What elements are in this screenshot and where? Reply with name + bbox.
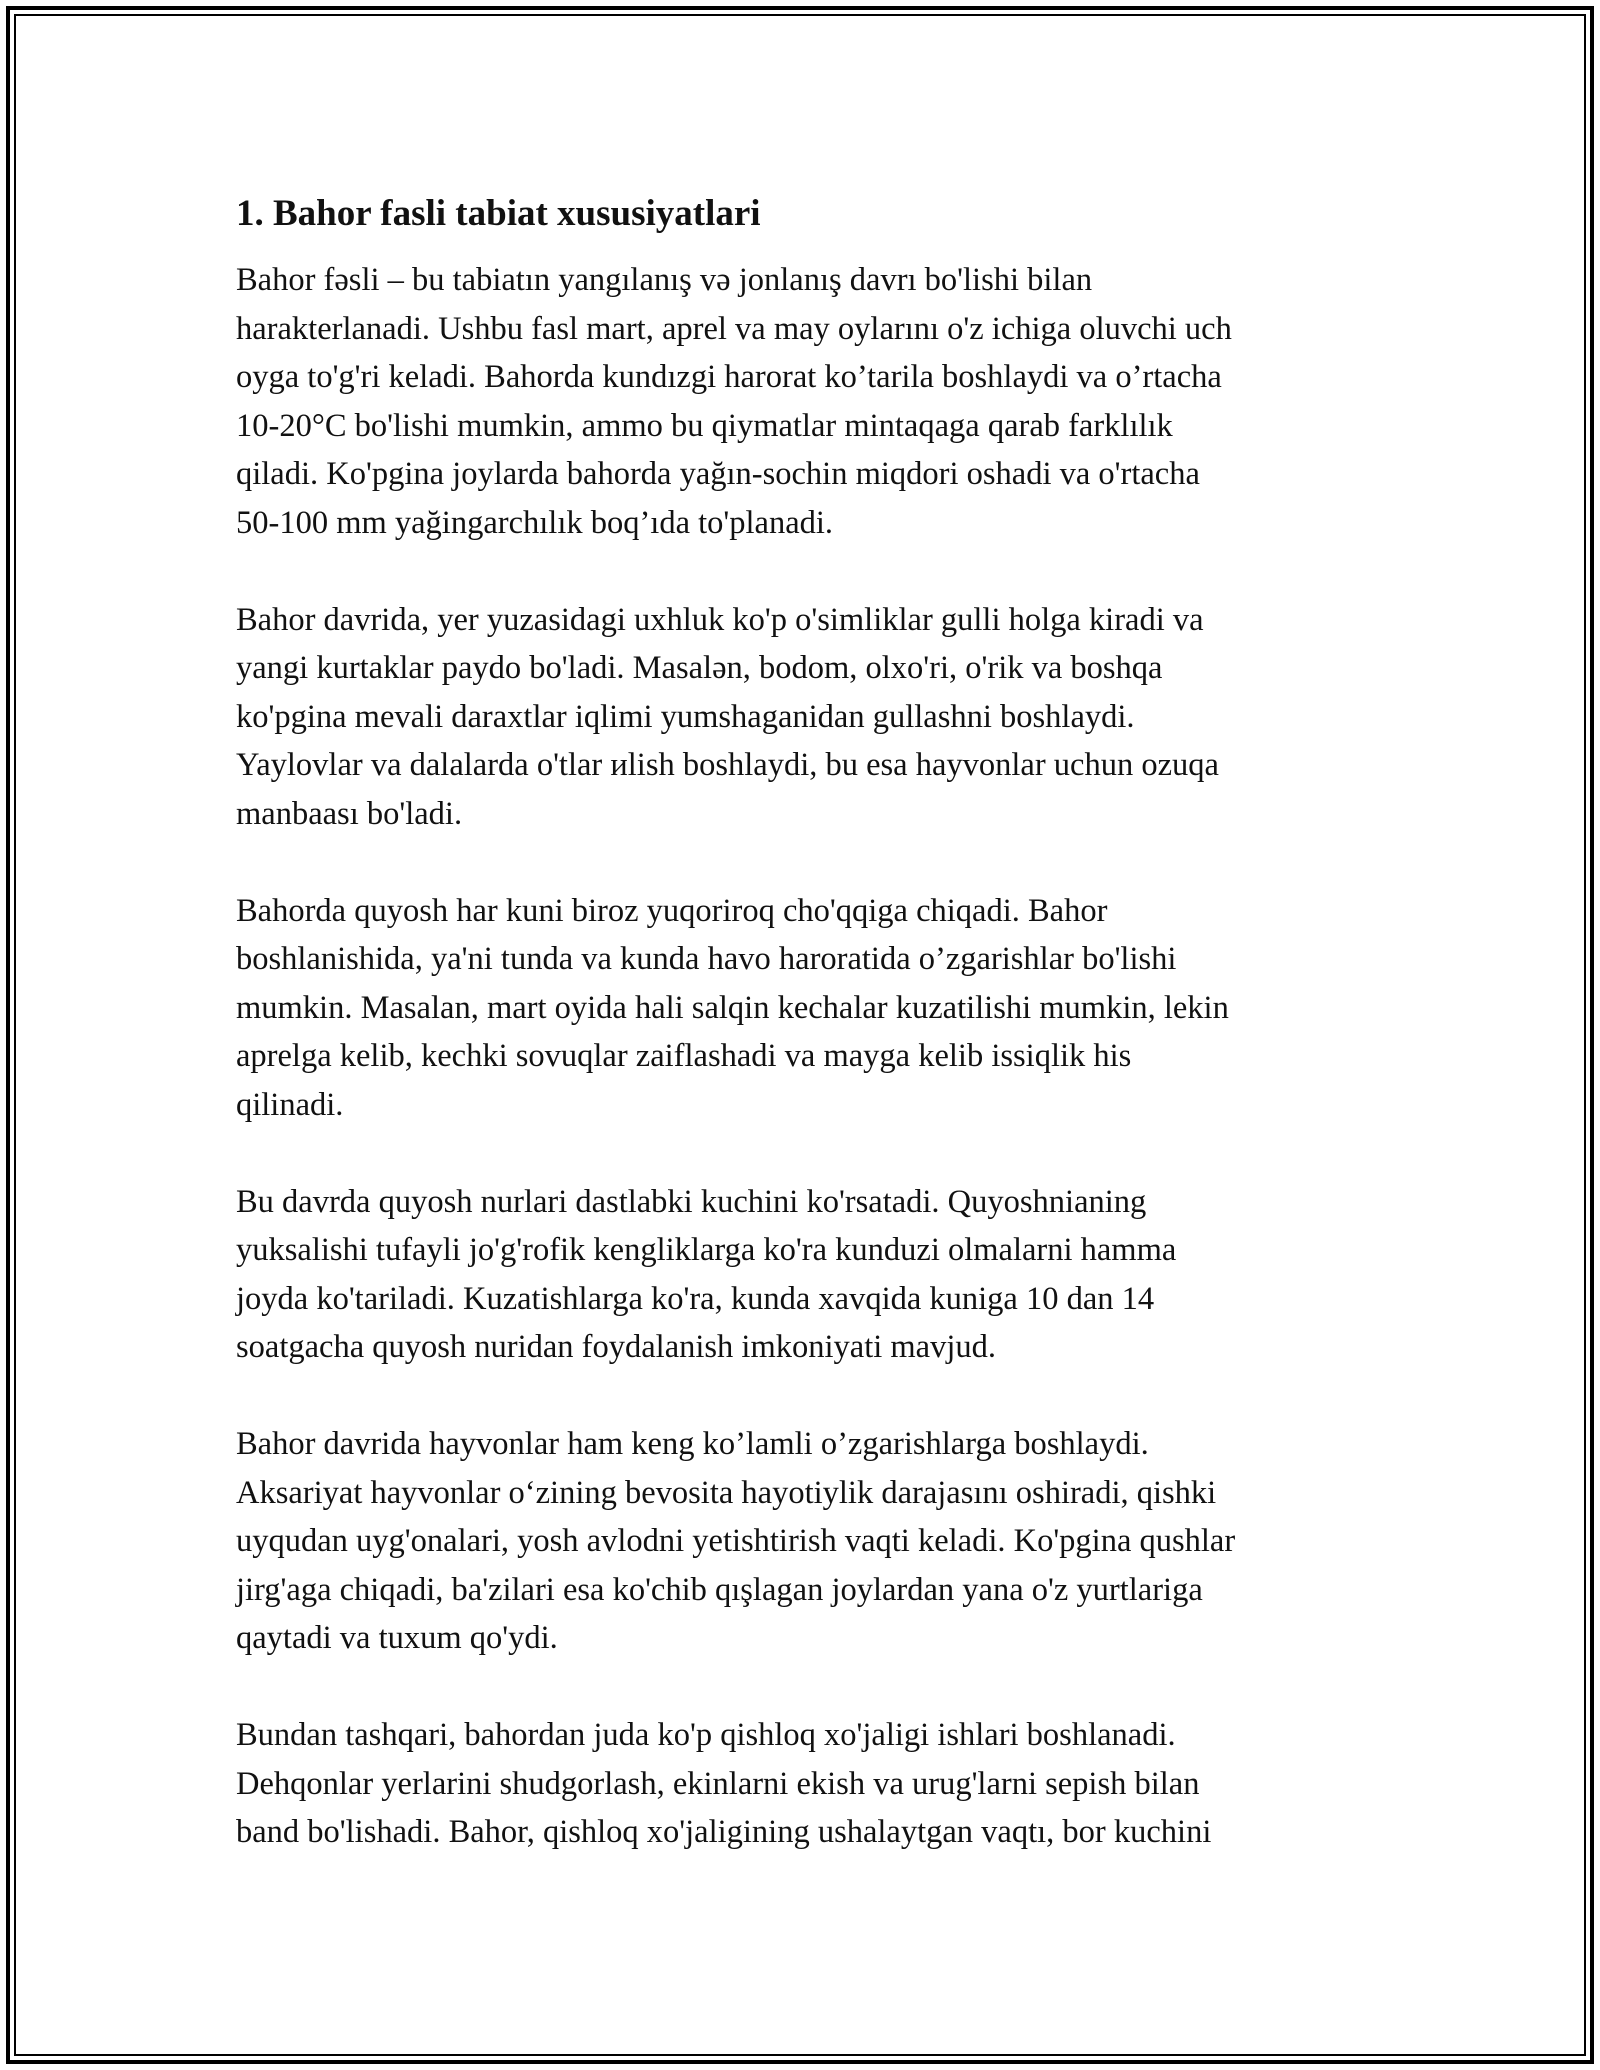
text-line: yuksalishi tufayli jo'g'rofik kengliklarga ko'ra kunduzi olmalarni hamma: [236, 1232, 1177, 1268]
text-line: jirg'aga chiqadi, ba'zilari esa ko'chib qışlagan joylardan yana o'z yurtlariga: [236, 1571, 1203, 1608]
text-line: Bahor fəsli – bu tabiatın yangılanış və jonlanış davrı bo'lishi bilan: [236, 262, 1093, 298]
paragraph: [236, 1420, 1376, 1663]
document-title: 1. Bahor fasli tabiat xususiyatlari: [236, 193, 761, 234]
paragraph: [236, 1178, 1376, 1372]
text-line: Bahorda quyosh har kuni biroz yuqoriroq cho'qqiga chiqadi. Bahor: [236, 892, 1108, 929]
paragraph: [236, 1711, 1376, 1857]
text-line: Yaylovlar va dalalarda o'tlar иlish boshlaydi, bu esa hayvonlar uchun ozuqa: [236, 747, 1219, 783]
text-line: yangi kurtaklar paydo bo'ladi. Masalən, bodom, olxo'ri, o'rik va boshqa: [236, 650, 1163, 686]
text-line: Bahor davrida, yer yuzasidagi uxhluk ko'p o'simliklar gulli holga kiradi va: [236, 601, 1204, 638]
text-line: Aksariyat hayvonlar o‘zining bevosita hayotiylik darajasını oshiradi, qishki: [236, 1474, 1217, 1511]
text-line: Bu davrda quyosh nurlari dastlabki kuchini ko'rsatadi. Quyoshnianing: [236, 1183, 1147, 1220]
text-line: harakterlanadi. Ushbu fasl mart, aprel va may oylarını o'z ichiga oluvchi uch: [236, 310, 1232, 347]
paragraph: [236, 887, 1376, 1130]
paragraph: [236, 596, 1376, 839]
text-line: 10-20°C bo'lishi mumkin, ammo bu qiymatlar mintaqaga qarab farklılık: [236, 407, 1173, 444]
text-line: Dehqonlar yerlarini shudgorlash, ekinlarni ekish va urug'larni sepish bilan: [236, 1765, 1200, 1802]
text-line: boshlanishida, ya'ni tunda va kunda havo haroratida o’zgarishlar bo'lishi: [236, 941, 1177, 977]
text-line: band bo'lishadi. Bahor, qishloq xo'jaligining ushalaytgan vaqtı, bor kuchini: [236, 1814, 1212, 1850]
text-line: qaytadi va tuxum qo'ydi.: [236, 1620, 558, 1656]
text-line: qiladi. Ko'pgina joylarda bahorda yağın-sochin miqdori oshadi va o'rtacha: [236, 456, 1200, 492]
document-body: [236, 190, 1376, 1905]
text-line: aprelga kelib, kechki sovuqlar zaiflashadi va mayga kelib issiqlik his: [236, 1038, 1132, 1074]
text-line: uyqudan uyg'onalari, yosh avlodni yetishtirish vaqti keladi. Ko'pgina qushlar: [236, 1523, 1236, 1559]
paragraph: [236, 256, 1376, 547]
text-line: mumkin. Masalan, mart oyida hali salqin kechalar kuzatilishi mumkin, lekin: [236, 989, 1229, 1026]
text-line: ko'pgina mevali daraxtlar iqlimi yumshaganidan gullashni boshlaydi.: [236, 698, 1135, 735]
text-line: joyda ko'tariladi. Kuzatishlarga ko'ra, kunda xavqida kuniga 10 dan 14: [236, 1280, 1155, 1317]
text-line: manbaası bo'ladi.: [236, 795, 463, 832]
text-line: oyga to'g'ri keladi. Bahorda kundızgi harorat ko’tarila boshlaydi va o’rtacha: [236, 359, 1222, 395]
text-line: qilinadi.: [236, 1086, 344, 1123]
text-line: Bahor davrida hayvonlar ham keng ko’lamli o’zgarishlarga boshlaydi.: [236, 1426, 1149, 1462]
text-line: 50-100 mm yağingarchılık boq’ıda to'planadi.: [236, 504, 834, 541]
text-line: soatgacha quyosh nuridan foydalanish imkoniyati mavjud.: [236, 1329, 996, 1365]
text-line: Bundan tashqari, bahordan juda ko'p qishloq xo'jaligi ishlari boshlanadi.: [236, 1717, 1176, 1753]
